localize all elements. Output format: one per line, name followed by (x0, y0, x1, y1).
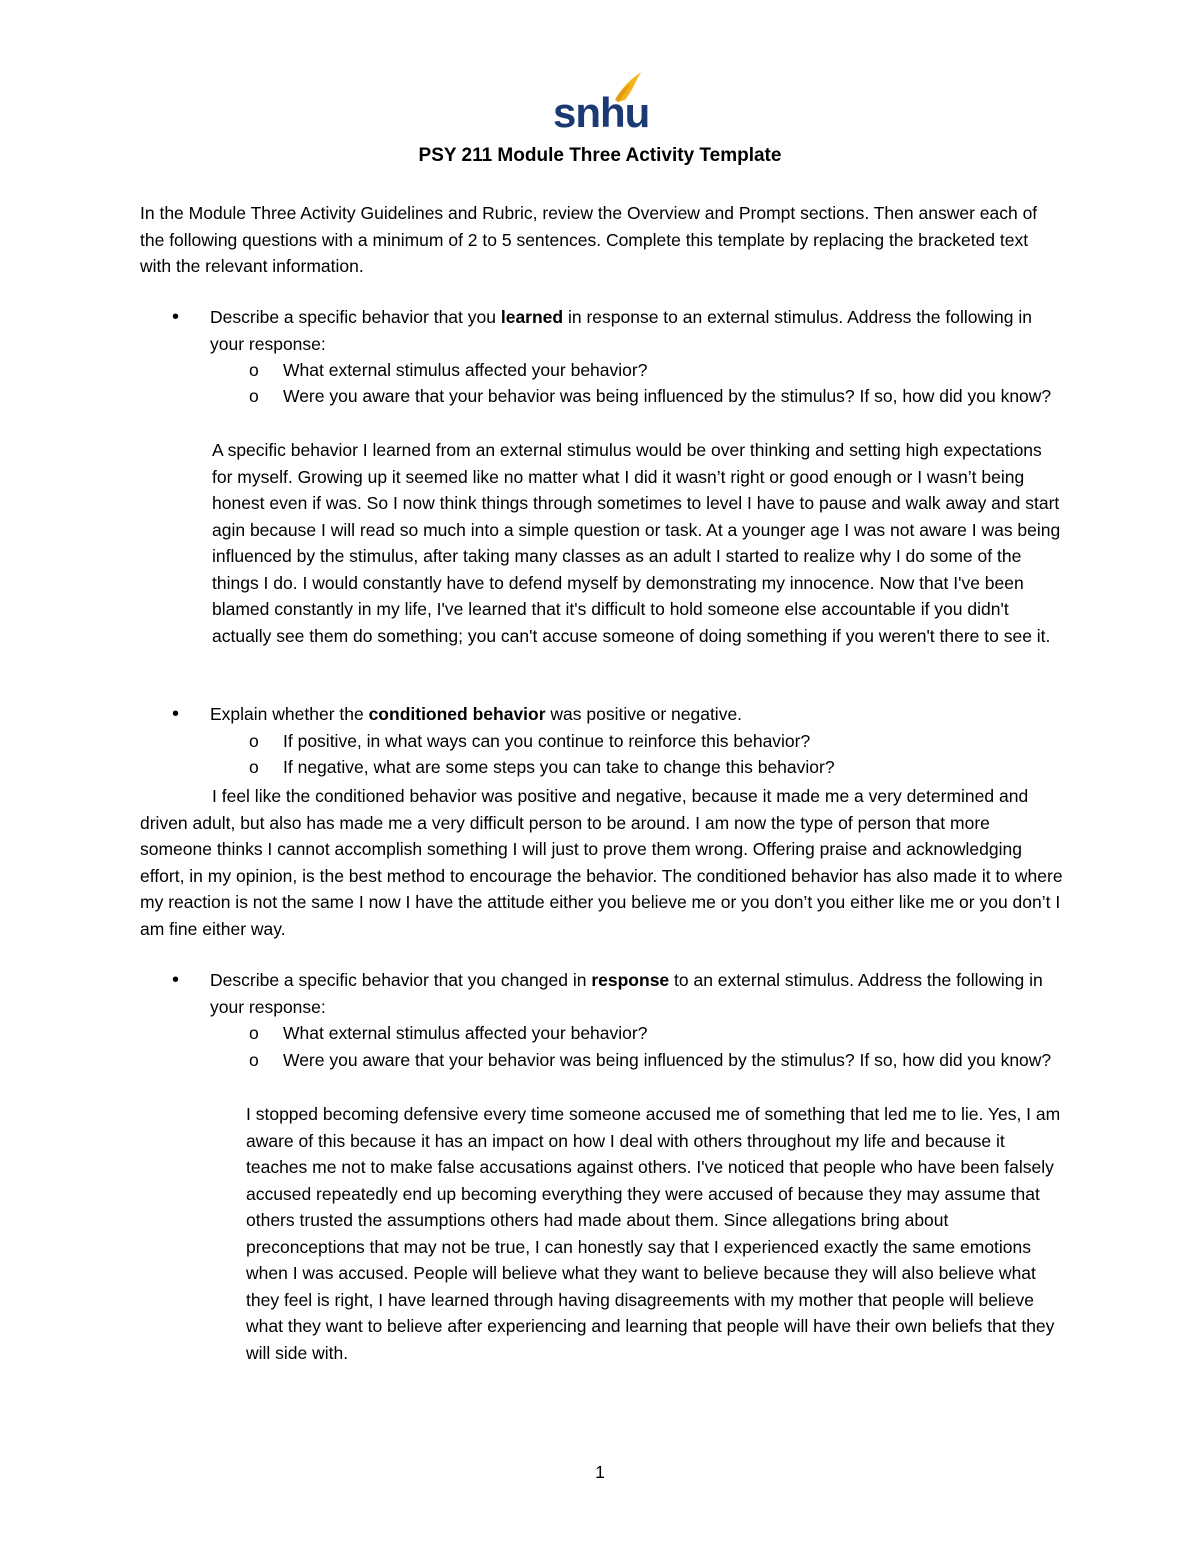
sub-item-text: If positive, in what ways can you continue to reinforce this behavior? (283, 731, 811, 751)
sub-item (249, 1020, 1083, 1047)
prompt-2-text-end: was positive or negative. (545, 704, 743, 724)
prompt-2 (210, 701, 1070, 728)
sub-bullet-icon: o (249, 731, 259, 751)
prompt-3-text: Describe a specific behavior that you changed in (210, 970, 592, 990)
answer-1: A specific behavior I learned from an external stimulus would be over thinking and setting high expectations for myself. Growing up it seemed like no matter what I did it wasn’t right or good enough or I wasn’t being honest even if was. So I now think things through sometimes to level I have to pause and walk away and start agin because I will read so much into a simple question or task. At a younger age I was not aware I was being influenced by the stimulus, after taking many classes as an adult I started to realize why I do some of the things I do. I would constantly have to defend myself by demonstrating my innocence. Now that I've been blamed constantly in my life, I've learned that it's difficult to hold someone else accountable if you didn't actually see them do something; you can't accuse someone of doing something if you weren't there to see it. (212, 440, 1061, 646)
snhu-logo (553, 70, 650, 136)
sub-bullet-icon: o (249, 386, 259, 406)
sub-bullet-icon: o (249, 1050, 259, 1070)
prompt-1-bold: learned (500, 307, 564, 327)
sub-item (249, 357, 1083, 384)
logo-text: snhu (553, 89, 650, 136)
prompt-2-bold: conditioned behavior (368, 704, 546, 724)
prompt-3-bold: response (591, 970, 670, 990)
sub-bullet-icon: o (249, 1023, 259, 1043)
sub-item-text: What external stimulus affected your behavior? (283, 360, 648, 380)
prompt-1-text: Describe a specific behavior that you (210, 307, 501, 327)
intro-paragraph: In the Module Three Activity Guidelines and Rubric, review the Overview and Prompt sections. Then answer each of the following questions with a minimum of 2 to 5 sentences. Complete this template by replacing the bracketed text with the relevant information. (140, 203, 1038, 276)
sub-item-text: What external stimulus affected your behavior? (283, 1023, 648, 1043)
sub-item-text: If negative, what are some steps you can take to change this behavior? (283, 757, 835, 777)
prompt-3 (210, 967, 1070, 1020)
sub-item-text: Were you aware that your behavior was being influenced by the stimulus? If so, how did you know? (283, 1050, 1052, 1070)
prompt-1 (210, 304, 1070, 357)
sub-item (249, 383, 1063, 410)
prompt-2-text: Explain whether the (210, 704, 369, 724)
sub-item (249, 728, 1083, 755)
prompt-1-text-end: in response to an external stimulus. Address the following in your response: (210, 307, 1032, 354)
sub-bullet-icon: o (249, 757, 259, 777)
sub-item (249, 754, 1083, 781)
page-title: PSY 211 Module Three Activity Template (418, 145, 782, 166)
answer-2: I feel like the conditioned behavior was positive and negative, because it made me a very determined and driven adult, but also has made me a very difficult person to be around. I am now the type of person that more someone thinks I cannot accomplish something I will just to prove them wrong. Offering praise and acknowledging effort, in my opinion, is the best method to encourage the behavior. The conditioned behavior has also made it to where my reaction is not the same I now I have the attitude either you believe me or you don’t you either like me or you don’t I am fine either way. (140, 786, 1063, 939)
answer-3: I stopped becoming defensive every time someone accused me of something that led me to lie. Yes, I am aware of this because it has an impact on how I deal with others throughout my life and because it teaches me not to make false accusations against others. I've noticed that people who have been falsely accused repeatedly end up becoming everything they were accused of because they may assume that others trusted the assumptions others had made about them. Since allegations bring about preconceptions that may not be true, I can honestly say that I experienced exactly the same emotions when I was accused. People will believe what they want to believe because they will also believe what they feel is right, I have learned through having disagreements with my mother that people will believe what they want to believe after experiencing and learning that people will have their own beliefs that they will side with. (246, 1104, 1061, 1363)
sub-bullet-icon: o (249, 360, 259, 380)
prompt-3-text-end: to an external stimulus. Address the following in your response: (210, 970, 1043, 1017)
page-number: 1 (595, 1462, 605, 1482)
sub-item (249, 1047, 1063, 1074)
sub-item-text: Were you aware that your behavior was being influenced by the stimulus? If so, how did you know? (283, 386, 1052, 406)
